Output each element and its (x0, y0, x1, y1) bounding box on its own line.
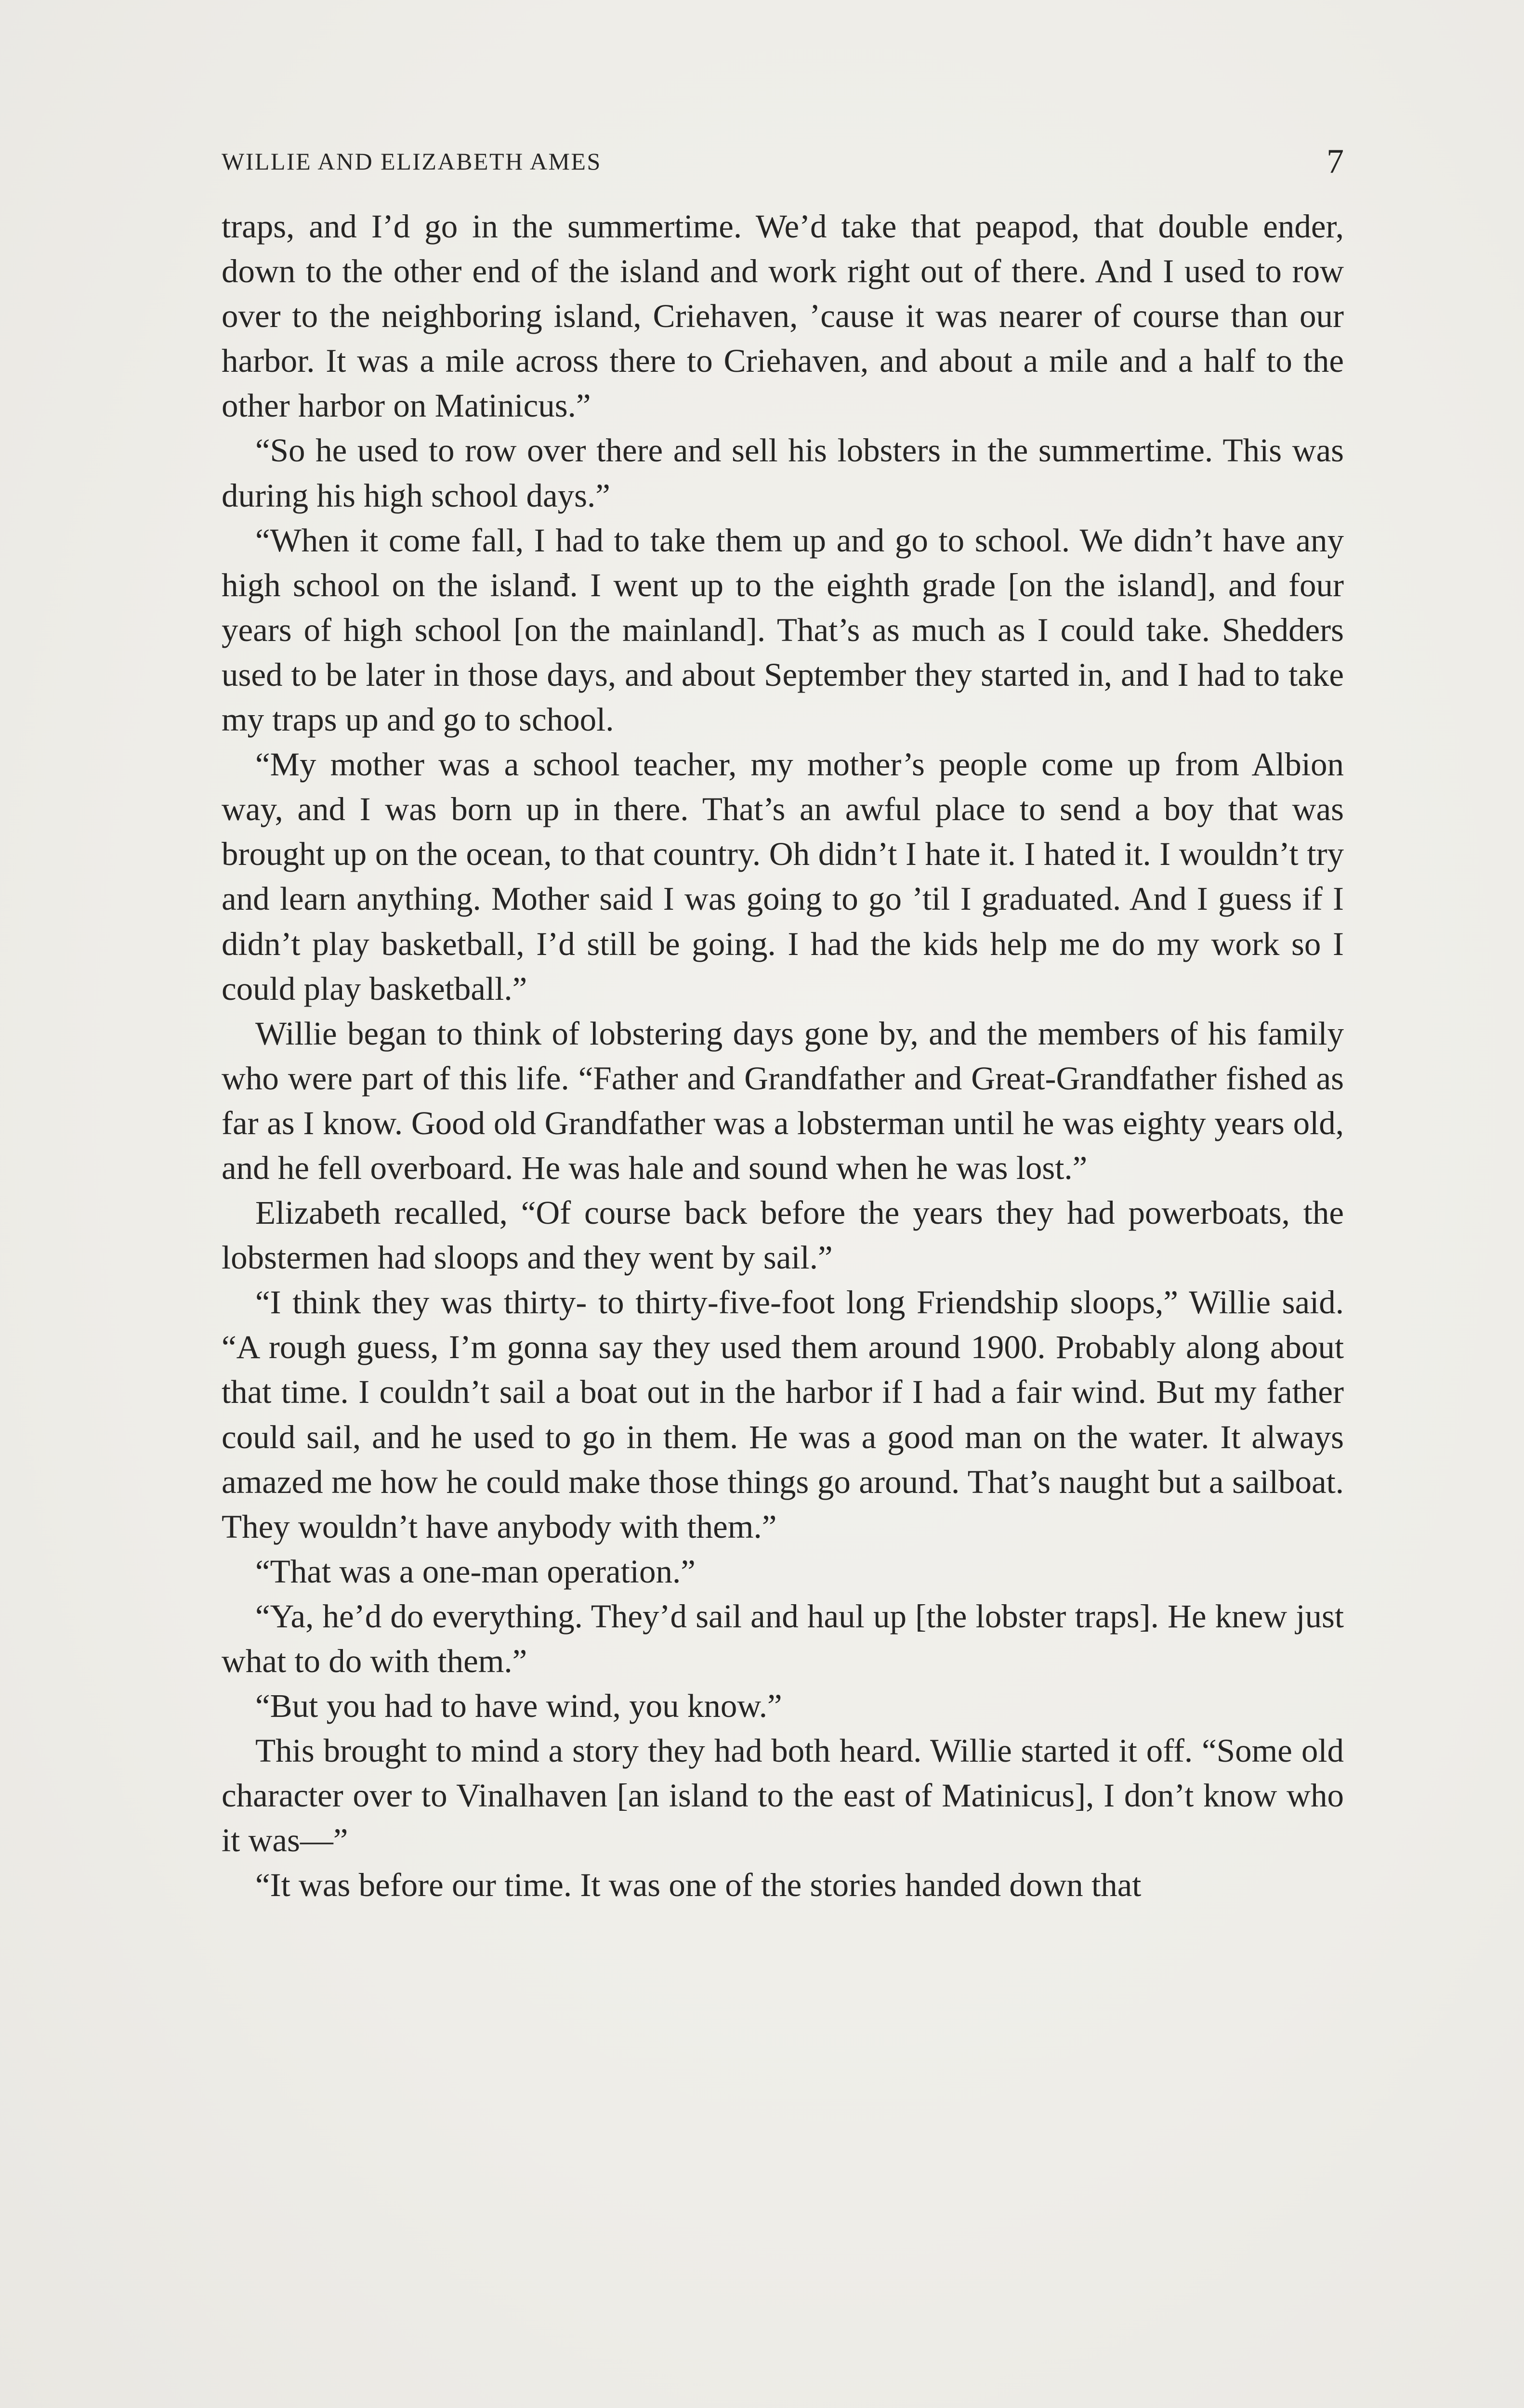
paragraph-11: This brought to mind a story they had both heard. Willie started it off. “Some old character over to Vinalhaven [an island to the east of Matinicus], I don’t know who it was—” (222, 1732, 1344, 1859)
page-number: 7 (1327, 142, 1344, 181)
paragraph-12: “It was before our time. It was one of the stories handed down that (255, 1867, 1142, 1904)
paragraph-1: traps, and I’d go in the summertime. We’d take that peapod, that double ender, down to the other end of the island and work right out of there. And I used to row over to the neighboring island, Criehaven, ’cause it was nearer of course than our harbor. It was a mile across there to Criehaven, and about a mile and a half to the other harbor on Matinicus.” (222, 208, 1344, 424)
paragraph-4: “My mother was a school teacher, my mother’s people come up from Albion way, and I was born up in there. That’s an awful place to send a boy that was brought up on the ocean, to that country. Oh didn’t I hate it. I hated it. I wouldn’t try and learn anything. Mother said I was going to go ’til I graduated. And I guess if I didn’t play basketball, I’d still be going. I had the kids help me do my work so I could play basketball.” (222, 746, 1344, 1007)
paragraph-3: “When it come fall, I had to take them up and go to school. We didn’t have any high school on the islanđ. I went up to the eighth grade [on the island], and four years of high school [on the mainland]. That’s as much as I could take. Shedders used to be later in those days, and about September they started in, and I had to take my traps up and go to school. (222, 522, 1344, 738)
body-text (222, 204, 1344, 1908)
running-title: WILLIE AND ELIZABETH AMES (222, 148, 602, 175)
paragraph-10: “But you had to have wind, you know.” (255, 1688, 782, 1725)
paragraph-7: “I think they was thirty- to thirty-five-foot long Friendship sloops,” Willie said. “A rough guess, I’m gonna say they used them around 1900. Probably along about that time. I couldn’t sail a boat out in the harbor if I had a fair wind. But my father could sail, and he used to go in them. He was a good man on the water. It always amazed me how he could make those things go around. That’s naught but a sailboat. They wouldn’t have anybody with them.” (222, 1284, 1344, 1545)
running-head (222, 144, 1344, 183)
paragraph-8: “That was a one-man operation.” (255, 1553, 696, 1590)
paragraph-5: Willie began to think of lobstering days gone by, and the members of his family who were part of this life. “Father and Grandfather and Great-Grandfather fished as far as I know. Good old Grandfather was a lobsterman until he was eighty years old, and he fell overboard. He was hale and sound when he was lost.” (222, 1015, 1344, 1186)
paragraph-6: Elizabeth recalled, “Of course back before the years they had powerboats, the lobstermen had sloops and they went by sail.” (222, 1194, 1344, 1276)
paragraph-2: “So he used to row over there and sell his lobsters in the summertime. This was during his high school days.” (222, 432, 1344, 514)
paragraph-9: “Ya, he’d do everything. They’d sail and haul up [the lobster traps]. He knew just what to do with them.” (222, 1597, 1344, 1679)
